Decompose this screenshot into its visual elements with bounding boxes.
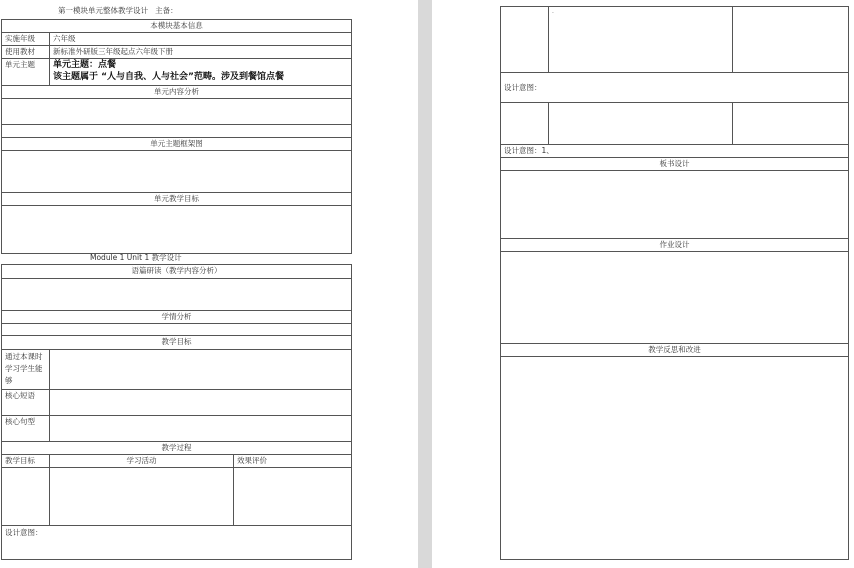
grade-label: 实施年级	[2, 33, 50, 46]
framework-header: 单元主题框架图	[2, 138, 352, 151]
grade-value: 六年级	[50, 33, 352, 46]
reflection-body	[501, 357, 849, 560]
module-info-table	[1, 19, 352, 254]
theme-label: 单元主题	[2, 59, 50, 86]
learner-analysis-header: 学情分析	[2, 311, 352, 324]
activity-evaluation-cell	[733, 7, 849, 73]
page-gap	[418, 0, 432, 568]
objectives-header: 单元教学目标	[2, 193, 352, 206]
text-study-header: 语篇研读（教学内容分析）	[2, 265, 352, 279]
objectives-body	[2, 206, 352, 254]
core-vocab-body	[50, 390, 352, 416]
left-page	[0, 0, 418, 568]
col-objectives: 教学目标	[2, 455, 50, 468]
activity-cell-2	[549, 103, 733, 145]
homework-body	[501, 252, 849, 344]
core-pattern-body	[50, 416, 352, 442]
framework-body	[2, 151, 352, 193]
design-intent-2: 设计意图：1、	[501, 145, 849, 158]
main-prep-label: 主备：	[155, 6, 178, 15]
lesson-design-table	[1, 264, 352, 560]
continued-table	[500, 6, 849, 560]
homework-header: 作业设计	[501, 239, 849, 252]
through-lesson-label: 通过本课时学习学生能够	[2, 350, 50, 390]
col-evaluation: 效果评价	[234, 455, 352, 468]
unit-design-title: Module 1 Unit 1 教学设计	[90, 253, 182, 262]
design-intent-row: 设计意图：	[2, 526, 352, 560]
document-title	[58, 6, 178, 16]
content-analysis-body	[2, 99, 352, 125]
process-header: 教学过程	[2, 442, 352, 455]
through-lesson-body	[50, 350, 352, 390]
activity-objectives-cell	[501, 7, 549, 73]
board-design-header: 板书设计	[501, 158, 849, 171]
content-analysis-header: 单元内容分析	[2, 86, 352, 99]
process-activities-cell	[50, 468, 234, 526]
activity-evaluation-cell-2	[733, 103, 849, 145]
blank-row	[2, 125, 352, 138]
textbook-value: 新标准外研版三年级起点六年级下册	[50, 46, 352, 59]
textbook-label: 使用教材	[2, 46, 50, 59]
design-intent-1: 设计意图：	[501, 73, 849, 103]
reflection-header: 教学反思和改进	[501, 344, 849, 357]
core-pattern-label: 核心句型	[2, 416, 50, 442]
col-activities: 学习活动	[50, 455, 234, 468]
basic-info-header: 本模块基本信息	[2, 20, 352, 33]
learner-analysis-body	[2, 324, 352, 336]
teaching-objectives-header: 教学目标	[2, 336, 352, 350]
theme-line-2: 该主题属于 “人与自我、人与社会”范畴。涉及到餐馆点餐	[53, 72, 284, 82]
dot-mark: ·	[552, 10, 554, 17]
title-text: 第一模块单元整体教学设计	[58, 6, 148, 15]
theme-line-1: 单元主题：点餐	[53, 60, 117, 70]
activity-cell	[549, 7, 733, 73]
theme-value	[50, 59, 352, 86]
core-vocab-label: 核心短语	[2, 390, 50, 416]
board-design-body	[501, 171, 849, 239]
process-objectives-cell	[2, 468, 50, 526]
activity-objectives-cell-2	[501, 103, 549, 145]
right-page	[432, 0, 854, 568]
process-evaluation-cell	[234, 468, 352, 526]
text-study-body	[2, 279, 352, 311]
